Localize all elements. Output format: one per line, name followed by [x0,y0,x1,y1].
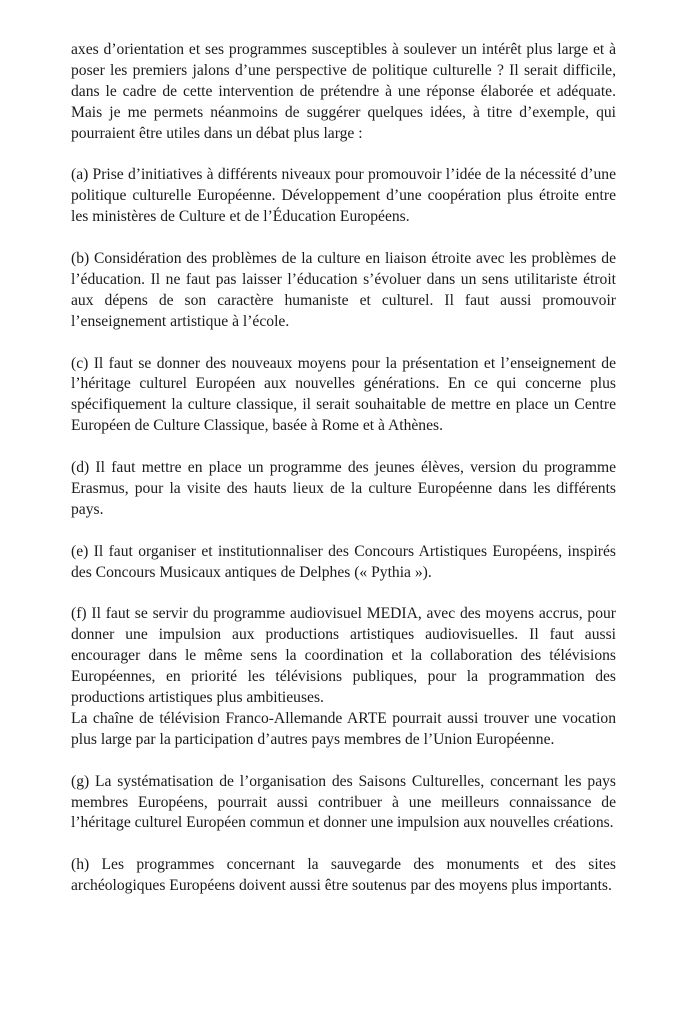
item-f-paragraph: (f) Il faut se servir du programme audiovisuel MEDIA, avec des moyens accrus, pour donner une impulsion aux productions artistiques audiovisuelles. Il faut aussi encourager dans le même sens la coordination et la collaboration des télévisions Européennes, en priorité les télévisions publiques, pour la programmation des productions artistiques plus ambitieuses. [71,605,616,706]
item-h-paragraph: (h) Les programmes concernant la sauvegarde des monuments et des sites archéologiques Européens doivent aussi être soutenus par des moyens plus importants. [71,856,616,895]
item-c-paragraph: (c) Il faut se donner des nouveaux moyens pour la présentation et l’enseignement de l’héritage culturel Européen aux nouvelles générations. En ce qui concerne plus spécifiquement la culture classique, il serait souhaitable de mettre en place un Centre Européen de Culture Classique, basée à Rome et à Athènes. [71,354,616,435]
item-a-paragraph: (a) Prise d’initiatives à différents niveaux pour promouvoir l’idée de la nécessité d’une politique culturelle Européenne. Développement d’une coopération plus étroite entre les ministères de Culture et de l’Éducation Européens. [71,166,616,226]
document-page [71,40,616,897]
item-g-paragraph: (g) La systématisation de l’organisation des Saisons Culturelles, concernant les pays membres Européens, pourrait aussi contribuer à une meilleurs connaissance de l’héritage culturel Européen commun et donner une impulsion aux nouvelles créations. [71,772,616,832]
item-b-paragraph: (b) Considération des problèmes de la culture en liaison étroite avec les problèmes de l’éducation. Il ne faut pas laisser l’éducation s’évoluer dans un sens utilitariste étroit aux dépens de son caractère humaniste et culturel. Il faut aussi promouvoir l’enseignement artistique à l’école. [71,250,616,330]
item-f-continuation: La chaîne de télévision Franco-Allemande ARTE pourrait aussi trouver une vocation plus large par la participation d’autres pays membres de l’Union Européenne. [71,709,616,748]
intro-paragraph: axes d’orientation et ses programmes susceptibles à soulever un intérêt plus large et à poser les premiers jalons d’une perspective de politique culturelle ? Il serait difficile, dans le cadre de cette intervention de prétendre à une réponse élaborée et adéquate. Mais je me permets néanmoins de suggérer quelques idées, à titre d’exemple, qui pourraient être utiles dans un débat plus large : [71,41,616,142]
item-f-block [71,604,616,750]
item-e-paragraph: (e) Il faut organiser et institutionnaliser des Concours Artistiques Européens, inspirés des Concours Musicaux antiques de Delphes (« Pythia »). [71,542,616,581]
item-d-paragraph: (d) Il faut mettre en place un programme des jeunes élèves, version du programme Erasmus, pour la visite des hauts lieux de la culture Européenne dans les différents pays. [71,459,616,518]
